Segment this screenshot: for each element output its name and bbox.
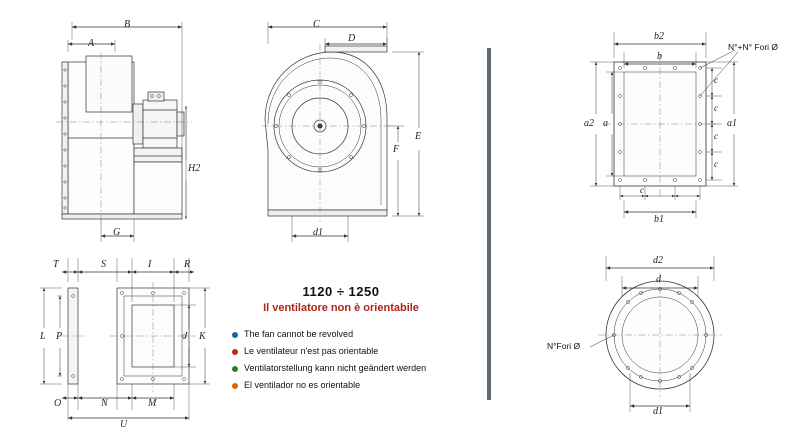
dim-label-S: S [101, 259, 106, 270]
dim-label-G: G [113, 227, 121, 238]
dim-label-N: N [101, 398, 108, 409]
orientation-notice: Il ventilatore non è orientabile [263, 302, 419, 314]
bullet-fr-icon [232, 349, 238, 355]
dim-label-a: a [603, 118, 608, 129]
legend-text-fr: Le ventilateur n'est pas orientable [244, 345, 379, 356]
legend-item-en [232, 330, 447, 340]
dim-label-P: P [56, 331, 63, 342]
translation-legend [232, 330, 447, 398]
bullet-es-icon [232, 383, 238, 389]
dim-label-c-r4: c [714, 159, 718, 169]
dim-label-T: T [53, 259, 59, 270]
legend-item-es [232, 381, 447, 391]
dim-label-c-b1: c [640, 185, 644, 195]
dim-label-B: B [124, 19, 131, 30]
dim-label-d2: d2 [653, 255, 663, 266]
holes-callout-rect: N°+N° Fori Ø [728, 42, 779, 52]
dim-label-d1-circ: d1 [653, 406, 663, 417]
dim-label-c-r2: c [714, 103, 718, 113]
dim-label-d: d [656, 274, 661, 285]
dim-label-H2: H2 [188, 163, 201, 174]
dim-label-U: U [120, 419, 128, 430]
legend-text-es: El ventilador no es orientable [244, 379, 361, 390]
dim-label-b: b [657, 51, 662, 62]
dim-label-C: C [313, 19, 320, 30]
dim-label-A: A [88, 38, 95, 49]
bullet-en-icon [232, 332, 238, 338]
bullet-de-icon [232, 366, 238, 372]
dim-label-D: D [348, 33, 356, 44]
dim-label-L: L [40, 331, 46, 342]
dim-label-c-r3: c [714, 131, 718, 141]
dim-label-R: R [184, 259, 191, 270]
dim-label-d1-front: d1 [313, 227, 323, 238]
legend-item-fr [232, 347, 447, 357]
dim-label-I: I [148, 259, 152, 270]
dim-label-a1: a1 [727, 118, 737, 129]
dim-label-E: E [415, 131, 422, 142]
dim-label-b2: b2 [654, 31, 664, 42]
dim-label-a2: a2 [584, 118, 594, 129]
dim-label-F: F [393, 144, 400, 155]
dim-label-c-r1: c [714, 75, 718, 85]
dim-label-O: O [54, 398, 62, 409]
legend-text-en: The fan cannot be revolved [244, 329, 354, 339]
dim-label-b1: b1 [654, 214, 664, 225]
dim-label-M: M [148, 398, 157, 409]
legend-item-de [232, 364, 447, 374]
model-range-title: 1120 ÷ 1250 [302, 284, 380, 299]
holes-callout-circle: N°Fori Ø [547, 341, 581, 351]
dim-label-K: K [199, 331, 206, 342]
title-block [246, 284, 436, 314]
dim-label-J: J [183, 331, 188, 342]
legend-text-de: Ventilatorstellung kann nicht geändert werden [244, 362, 427, 373]
